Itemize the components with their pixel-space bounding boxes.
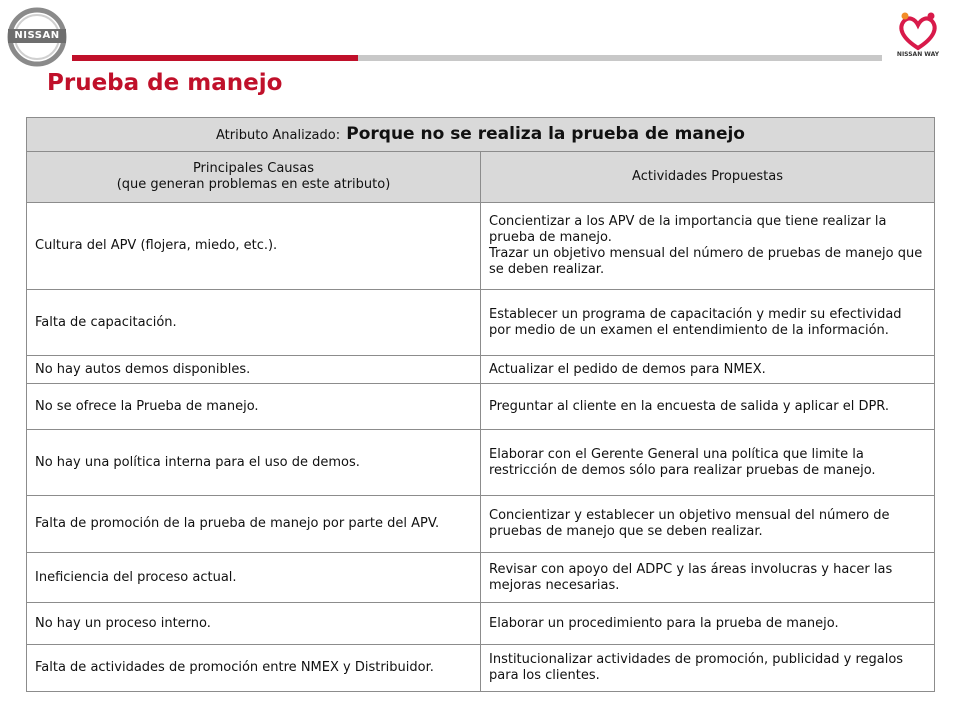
nissan-way-logo-text: NISSAN WAY bbox=[896, 51, 940, 58]
column-header-causes-line1: Principales Causas bbox=[192, 161, 315, 176]
attribute-label: Atributo Analizado: bbox=[216, 127, 341, 143]
activity-cell: Elaborar un procedimiento para la prueba de manejo. bbox=[481, 603, 935, 645]
table-row bbox=[27, 203, 935, 290]
nissan-logo-text: NISSAN bbox=[8, 29, 66, 43]
analysis-table bbox=[26, 117, 935, 692]
activity-cell: Institucionalizar actividades de promoción, publicidad y regalos para los clientes. bbox=[481, 645, 935, 692]
table-row bbox=[27, 384, 935, 430]
cause-cell: No se ofrece la Prueba de manejo. bbox=[27, 384, 481, 430]
table-row bbox=[27, 603, 935, 645]
column-header-causes bbox=[27, 152, 481, 203]
cause-cell: Ineficiencia del proceso actual. bbox=[27, 553, 481, 603]
activity-cell bbox=[481, 203, 935, 290]
header-accent-bar bbox=[72, 55, 358, 61]
attribute-value: Porque no se realiza la prueba de manejo bbox=[346, 123, 745, 144]
attribute-header bbox=[27, 118, 935, 152]
cause-cell: Falta de capacitación. bbox=[27, 290, 481, 356]
table-row bbox=[27, 645, 935, 692]
activity-cell: Preguntar al cliente en la encuesta de salida y aplicar el DPR. bbox=[481, 384, 935, 430]
table-row bbox=[27, 290, 935, 356]
activity-line: Concientizar a los APV de la importancia que tiene realizar la prueba de manejo. bbox=[489, 214, 887, 245]
table-row bbox=[27, 430, 935, 496]
table-row bbox=[27, 356, 935, 384]
activity-cell: Actualizar el pedido de demos para NMEX. bbox=[481, 356, 935, 384]
column-header-causes-line2: (que generan problemas en este atributo) bbox=[116, 177, 391, 192]
cause-cell: Cultura del APV (flojera, miedo, etc.). bbox=[27, 203, 481, 290]
activity-cell: Concientizar y establecer un objetivo mensual del número de pruebas de manejo que se deben realizar. bbox=[481, 496, 935, 553]
page-title: Prueba de manejo bbox=[47, 70, 283, 96]
cause-cell: Falta de promoción de la prueba de manejo por parte del APV. bbox=[27, 496, 481, 553]
activity-cell: Elaborar con el Gerente General una política que limite la restricción de demos sólo para realizar pruebas de manejo. bbox=[481, 430, 935, 496]
cause-cell: Falta de actividades de promoción entre NMEX y Distribuidor. bbox=[27, 645, 481, 692]
cause-cell: No hay una política interna para el uso de demos. bbox=[27, 430, 481, 496]
cause-cell: No hay autos demos disponibles. bbox=[27, 356, 481, 384]
header-divider-bar bbox=[358, 55, 882, 61]
activity-line: Trazar un objetivo mensual del número de pruebas de manejo que se deben realizar. bbox=[489, 246, 923, 277]
cause-cell: No hay un proceso interno. bbox=[27, 603, 481, 645]
table-row bbox=[27, 496, 935, 553]
column-header-activities: Actividades Propuestas bbox=[481, 152, 935, 203]
table-row bbox=[27, 553, 935, 603]
activity-cell: Revisar con apoyo del ADPC y las áreas involucras y hacer las mejoras necesarias. bbox=[481, 553, 935, 603]
activity-cell: Establecer un programa de capacitación y medir su efectividad por medio de un examen el entendimiento de la información. bbox=[481, 290, 935, 356]
